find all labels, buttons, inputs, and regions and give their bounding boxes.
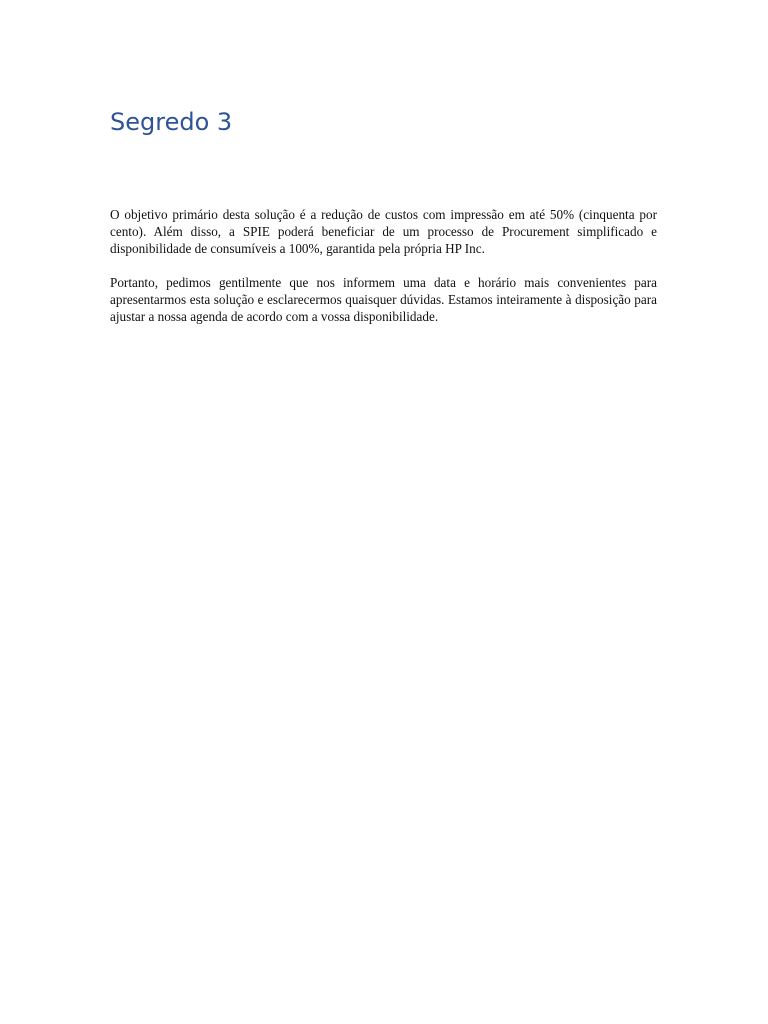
body-paragraph-2: Portanto, pedimos gentilmente que nos informem uma data e horário mais convenientes para apresentarmos esta solução e esclarecermos quaisquer dúvidas. Estamos inteiramente à disposição para ajustar a nossa agenda de acordo com a vossa disponibilidade.: [110, 275, 657, 324]
document-body: [110, 206, 657, 342]
document-title: Segredo 3: [110, 108, 233, 136]
body-paragraph-1: O objetivo primário desta solução é a redução de custos com impressão em até 50% (cinquenta por cento). Além disso, a SPIE poderá beneficiar de um processo de Procurement simplificado e disponibilidade de consumíveis a 100%, garantida pela própria HP Inc.: [110, 207, 657, 256]
